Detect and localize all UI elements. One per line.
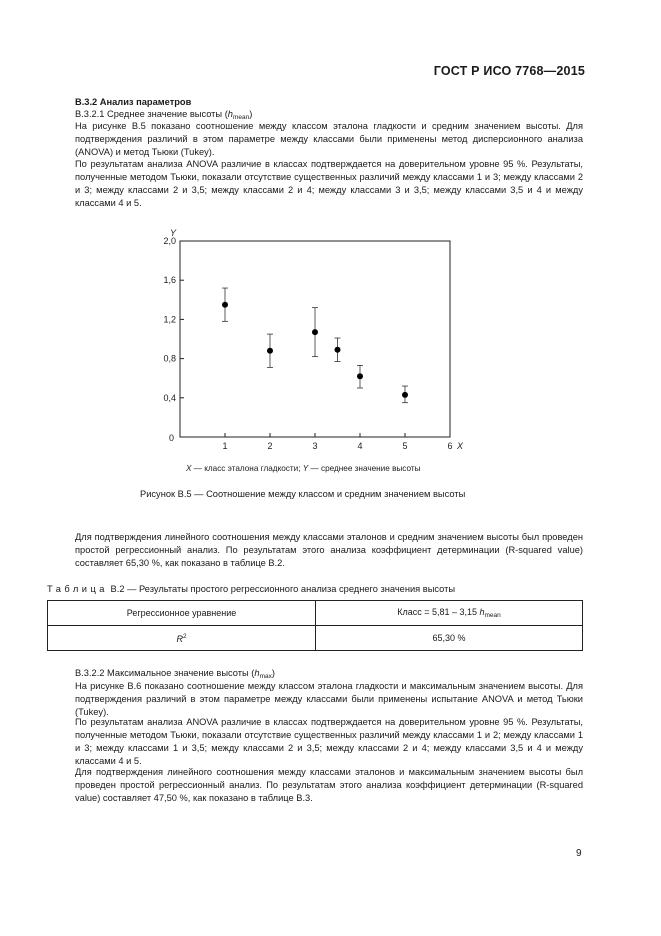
table-caption: Таблица В.2 — Результаты простого регрессионного анализа среднего значения высоты: [47, 584, 456, 594]
x-tick-label: 1: [222, 441, 228, 451]
x-tick-label: 5: [402, 441, 408, 451]
table-row: [48, 626, 583, 651]
data-point: [357, 373, 363, 379]
data-point: [312, 329, 318, 335]
figure-legend: X — класс эталона гладкости; Y — среднее значение высоты: [186, 464, 421, 473]
paragraph-figure6-intro: На рисунке В.6 показано соотношение между классом эталона гладкости и максимальным значением высоты. Для подтверждения различий в этом параметре между классами были применены испытание ANOVA и метод Тьюки (Tukey).: [75, 681, 583, 717]
scatter-chart: [150, 225, 480, 453]
y-axis-label: Y: [169, 228, 177, 238]
table-cell-value: 65,30 %: [316, 626, 583, 651]
subsection-heading-max: В.3.2.2 Максимальное значение высоты $(h_{max})$: [75, 668, 275, 680]
paragraph-anova-result-max: По результатам анализа ANOVA различие в классах подтверждается на доверительном уровне 95 %. Результаты, полученные методом Тьюки, показали отсутствие существенных различий между классами 1 и 2; между классами 1 и 3; между классами 1 и 3,5; между классами 2 и 3,5; между классами 2 и 4; между классами 3,5 и 4 и между классами 4 и 5.: [75, 717, 583, 766]
x-tick-label: 4: [357, 441, 363, 451]
paragraph-regression-max: Для подтверждения линейного соотношения между классами эталонов и максимальным значением высоты был проведен простой регрессионный анализ. По результатам этого анализа коэффициент детерминации (R-squared value) составляет 47,50 %, как показано в таблице В.3.: [75, 767, 583, 803]
paragraph-regression: Для подтверждения линейного соотношения между классами эталонов и средним значением высоты был проведен простой регрессионный анализ. По результатам этого анализа коэффициент детерминации (R-squared value) составляет 65,30 %, как показано в таблице В.2.: [75, 532, 583, 568]
data-point: [222, 302, 228, 308]
table-row: [48, 601, 583, 626]
table-cell-label: $R^2$: [48, 626, 316, 651]
y-tick-label: 0,4: [163, 392, 176, 403]
x-tick-label: 3: [312, 441, 318, 451]
paragraph-figure-intro: На рисунке В.5 показано соотношение между классом эталона гладкости и средним значением высоты. Для подтверждения различий в этом параметре между классами были применены метод дисперсионного анализа (ANOVA) и метод Тьюки (Tukey).: [75, 121, 583, 157]
data-point: [402, 392, 408, 398]
origin-label: 0: [168, 433, 174, 443]
y-tick-label: 1,6: [163, 275, 176, 286]
figure-caption: Рисунок В.5 — Соотношение между классом и средним значением высоты: [140, 489, 466, 499]
table-cell-value: Класс = 5,81 – 3,15 $h_{mean}$: [316, 601, 583, 626]
x-tick-label: 2: [267, 441, 273, 451]
x-axis-label: X: [456, 441, 464, 451]
paragraph-anova-result: По результатам анализа ANOVA различие в классах подтверждается на доверительном уровне 95 %. Результаты, полученные методом Тьюки, показали отсутствие существенных различий между классами 1 и 3; между классами 2 и 3; между классами 2 и 3,5; между классами 2 и 4; между классами 3 и 3,5; между классами 3,5 и 4 и между классами 4 и 5.: [75, 159, 583, 208]
regression-table: [47, 600, 583, 651]
document-id-header: ГОСТ Р ИСО 7768—2015: [433, 64, 585, 78]
y-tick-label: 0,8: [163, 353, 176, 364]
data-point: [267, 348, 273, 354]
data-point: [335, 347, 341, 353]
table-cell-label: Регрессионное уравнение: [48, 601, 316, 626]
y-tick-label: 2,0: [163, 236, 176, 246]
subsection-heading-mean: В.3.2.1 Среднее значение высоты $(h_{mean})$: [75, 109, 253, 121]
page-number: 9: [576, 848, 582, 859]
y-tick-label: 1,2: [163, 314, 176, 325]
section-title: В.3.2 Анализ параметров: [75, 97, 192, 107]
x-tick-label: 6: [447, 441, 453, 451]
